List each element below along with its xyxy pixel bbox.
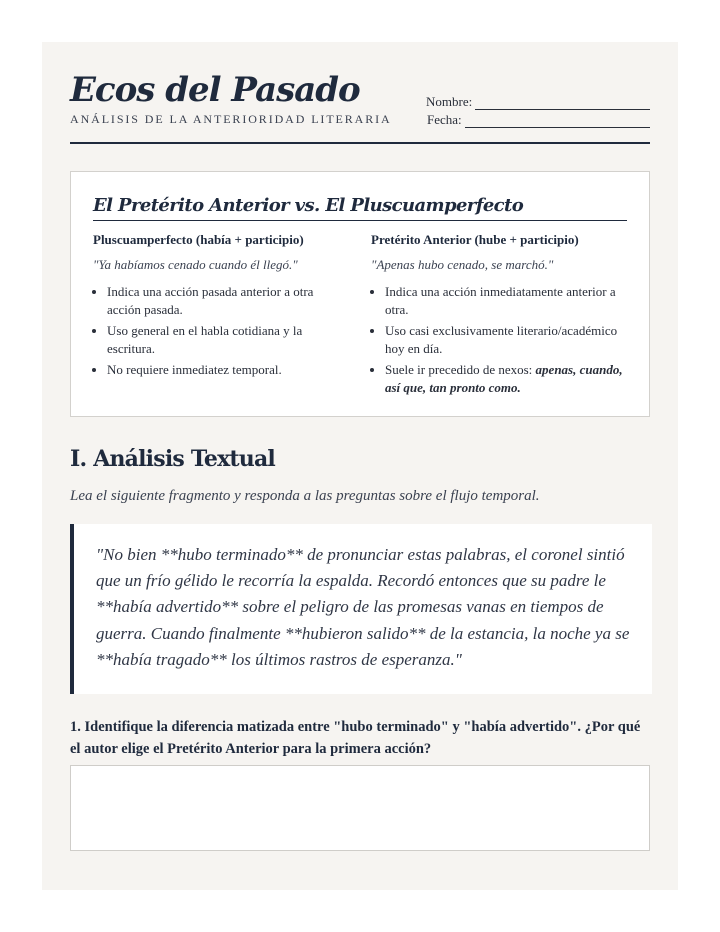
list-item: • Uso general en el habla cotidiana y la escritura. — [107, 322, 333, 358]
column-points — [93, 283, 333, 379]
nexos-label: Suele ir precedido de nexos: — [385, 362, 536, 377]
worksheet-subtitle: ANÁLISIS DE LA ANTERIORIDAD LITERARIA — [70, 112, 392, 126]
worksheet-title: Ecos del Pasado — [70, 70, 360, 110]
name-label: Nombre: — [426, 94, 473, 109]
worksheet-header — [70, 70, 650, 144]
date-field[interactable] — [465, 115, 650, 128]
comparison-title: El Pretérito Anterior vs. El Pluscuamperfecto — [93, 192, 627, 221]
nexos-list: apenas, cuando, así que, tan pronto como. — [385, 362, 623, 395]
column-points — [371, 283, 631, 397]
literary-quote-block — [70, 524, 652, 694]
literary-quote: "No bien **hubo terminado** de pronunciar estas palabras, el coronel sintió que un frío gélido le recorría la espalda. Recordó entonces que su padre le **había advertido** sobre el peligro de las promesas vanas en tiempos de guerra. Cuando finalmente **hubieron salido** de la estancia, la noche ya se **había tragado** los últimos rastros de esperanza." — [96, 545, 630, 669]
worksheet-page — [42, 42, 678, 890]
list-item: • Uso casi exclusivamente literario/académico hoy en día. — [385, 322, 631, 358]
column-heading: Pluscuamperfecto (había + participio) — [93, 232, 304, 247]
section-instructions: Lea el siguiente fragmento y responda a las preguntas sobre el flujo temporal. — [70, 488, 540, 504]
list-item: • No requiere inmediatez temporal. — [107, 361, 333, 379]
date-field-row — [426, 110, 650, 128]
column-example: "Ya habíamos cenado cuando él llegó." — [93, 257, 298, 272]
section-title: I. Análisis Textual — [70, 446, 275, 472]
question-1: 1. Identifique la diferencia matizada entre "hubo terminado" y "había advertido". ¿Por qué el autor elige el Pretérito Anterior para la primera acción? — [70, 719, 641, 757]
name-field-row — [426, 92, 650, 110]
answer-box-1[interactable] — [70, 765, 650, 851]
student-fields — [426, 92, 650, 128]
comparison-box — [70, 171, 650, 417]
date-label: Fecha: — [427, 112, 462, 127]
pluscuamperfecto-column — [93, 232, 333, 382]
name-field[interactable] — [475, 97, 650, 110]
list-item: • Indica una acción inmediatamente anterior a otra. — [385, 283, 631, 319]
list-item: • Indica una acción pasada anterior a otra acción pasada. — [107, 283, 333, 319]
column-heading: Pretérito Anterior (hube + participio) — [371, 232, 579, 247]
column-example: "Apenas hubo cenado, se marchó." — [371, 257, 554, 272]
list-item — [385, 361, 631, 397]
preterito-anterior-column — [371, 232, 631, 400]
